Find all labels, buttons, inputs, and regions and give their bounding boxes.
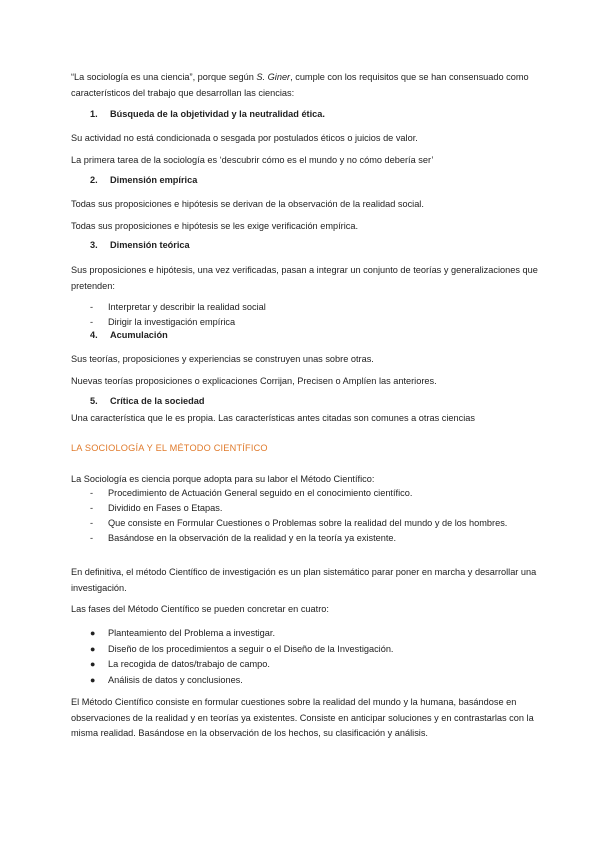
list-item-text: Dividido en Fases o Etapas. [108, 503, 223, 513]
bullet-list [90, 626, 520, 688]
list-item-text: Planteamiento del Problema a investigar. [108, 628, 276, 638]
dash-marker: - [90, 302, 94, 312]
paragraph-4b: Nuevas teorías proposiciones o explicaciones Corrijan, Precisen o Amplíen las anteriores. [71, 376, 437, 386]
heading-1-label: Búsqueda de la objetividad y la neutralidad ética. [110, 109, 325, 119]
list-item [90, 657, 520, 673]
heading-2 [90, 175, 197, 185]
list-item-text: La recogida de datos/trabajo de campo. [108, 659, 270, 669]
paragraph-9: El Método Científico consiste en formular cuestiones sobre la realidad del mundo y la humana, basándose en observaciones de la realidad y en teorías ya existentes. Consiste en anticipar soluciones y en contrastarlas con la misma realidad. Basándose en la observación de los hechos, su clasificación y análisis. [71, 697, 534, 738]
paragraph-3: Sus proposiciones e hipótesis, una vez verificadas, pasan a integrar un conjunto de teorías y generalizaciones que pretenden: [71, 265, 538, 291]
list-item [90, 516, 520, 531]
heading-2-number: 2. [90, 175, 98, 185]
paragraph-7: En definitiva, el método Científico de investigación es un plan sistemático parar poner en marcha y desarrollar una investigación. [71, 567, 537, 593]
list-item-text: Interpretar y describir la realidad social [108, 302, 266, 312]
paragraph-1a: Su actividad no está condicionada o sesgada por postulados éticos o juicios de valor. [71, 133, 418, 143]
heading-2-label: Dimensión empírica [110, 175, 198, 185]
paragraph-6: La Sociología es ciencia porque adopta para su labor el Método Científico: [71, 474, 375, 484]
bullet-icon: ● [90, 628, 96, 638]
list-item [90, 315, 520, 330]
heading-4-label: Acumulación [110, 330, 168, 340]
list-item-text: Análisis de datos y conclusiones. [108, 674, 243, 685]
dash-marker: - [90, 317, 94, 327]
heading-4 [90, 330, 168, 340]
list-item [90, 300, 520, 315]
section-title: LA SOCIOLOGÍA Y EL MÉTODO CIENTÍFICO [71, 443, 268, 453]
list-item [90, 626, 520, 642]
list-item-text: Basándose en la observación de la realidad y en la teoría ya existente. [108, 533, 397, 543]
list-item [90, 673, 520, 689]
heading-3-number: 3. [90, 240, 98, 250]
list-item-text: Procedimiento de Actuación General seguido en el conocimiento científico. [108, 488, 413, 498]
list-item [90, 642, 520, 658]
list-item [90, 486, 520, 501]
paragraph-1b: La primera tarea de la sociología es ‘descubrir cómo es el mundo y no cómo debería ser’ [71, 155, 434, 165]
heading-3 [90, 240, 190, 250]
paragraph-2a: Todas sus proposiciones e hipótesis se derivan de la observación de la realidad social. [71, 199, 424, 209]
heading-5 [90, 396, 204, 406]
intro-mid: , porque según [192, 72, 257, 82]
intro-paragraph [71, 70, 541, 101]
heading-5-number: 5. [90, 396, 98, 406]
bullet-icon: ● [90, 674, 96, 685]
paragraph-5: Una característica que le es propia. Las características antes citadas son comunes a otras ciencias [71, 413, 475, 423]
list-item-text: Que consiste en Formular Cuestiones o Problemas sobre la realidad del mundo y de los hombres. [108, 518, 508, 528]
paragraph-2b: Todas sus proposiciones e hipótesis se les exige verificación empírica. [71, 221, 358, 231]
heading-1-number: 1. [90, 109, 98, 119]
heading-1 [90, 109, 325, 119]
intro-quote: “La sociología es una ciencia” [71, 72, 193, 82]
bullet-icon: ● [90, 659, 96, 669]
list-item-text: Diseño de los procedimientos a seguir o el Diseño de la Investigación. [108, 643, 394, 654]
list-item-text: Dirigir la investigación empírica [108, 317, 236, 327]
heading-5-label: Crítica de la sociedad [110, 396, 205, 406]
dash-marker: - [90, 533, 94, 543]
intro-author: S. Giner [256, 72, 291, 82]
heading-3-label: Dimensión teórica [110, 240, 190, 250]
paragraph-8: Las fases del Método Científico se pueden concretar en cuatro: [71, 604, 329, 614]
list-6 [90, 486, 520, 546]
list-3 [90, 300, 520, 330]
bullet-icon: ● [90, 643, 96, 654]
dash-marker: - [90, 503, 94, 513]
dash-marker: - [90, 488, 94, 498]
list-item [90, 501, 520, 516]
intro-rest: , cumple con los requisitos que se han consensuado como característicos del trabajo que desarrollan las ciencias: [71, 72, 529, 98]
paragraph-4a: Sus teorías, proposiciones y experiencias se construyen unas sobre otras. [71, 354, 374, 364]
dash-marker: - [90, 518, 94, 528]
heading-4-number: 4. [90, 330, 98, 340]
list-item [90, 531, 520, 546]
